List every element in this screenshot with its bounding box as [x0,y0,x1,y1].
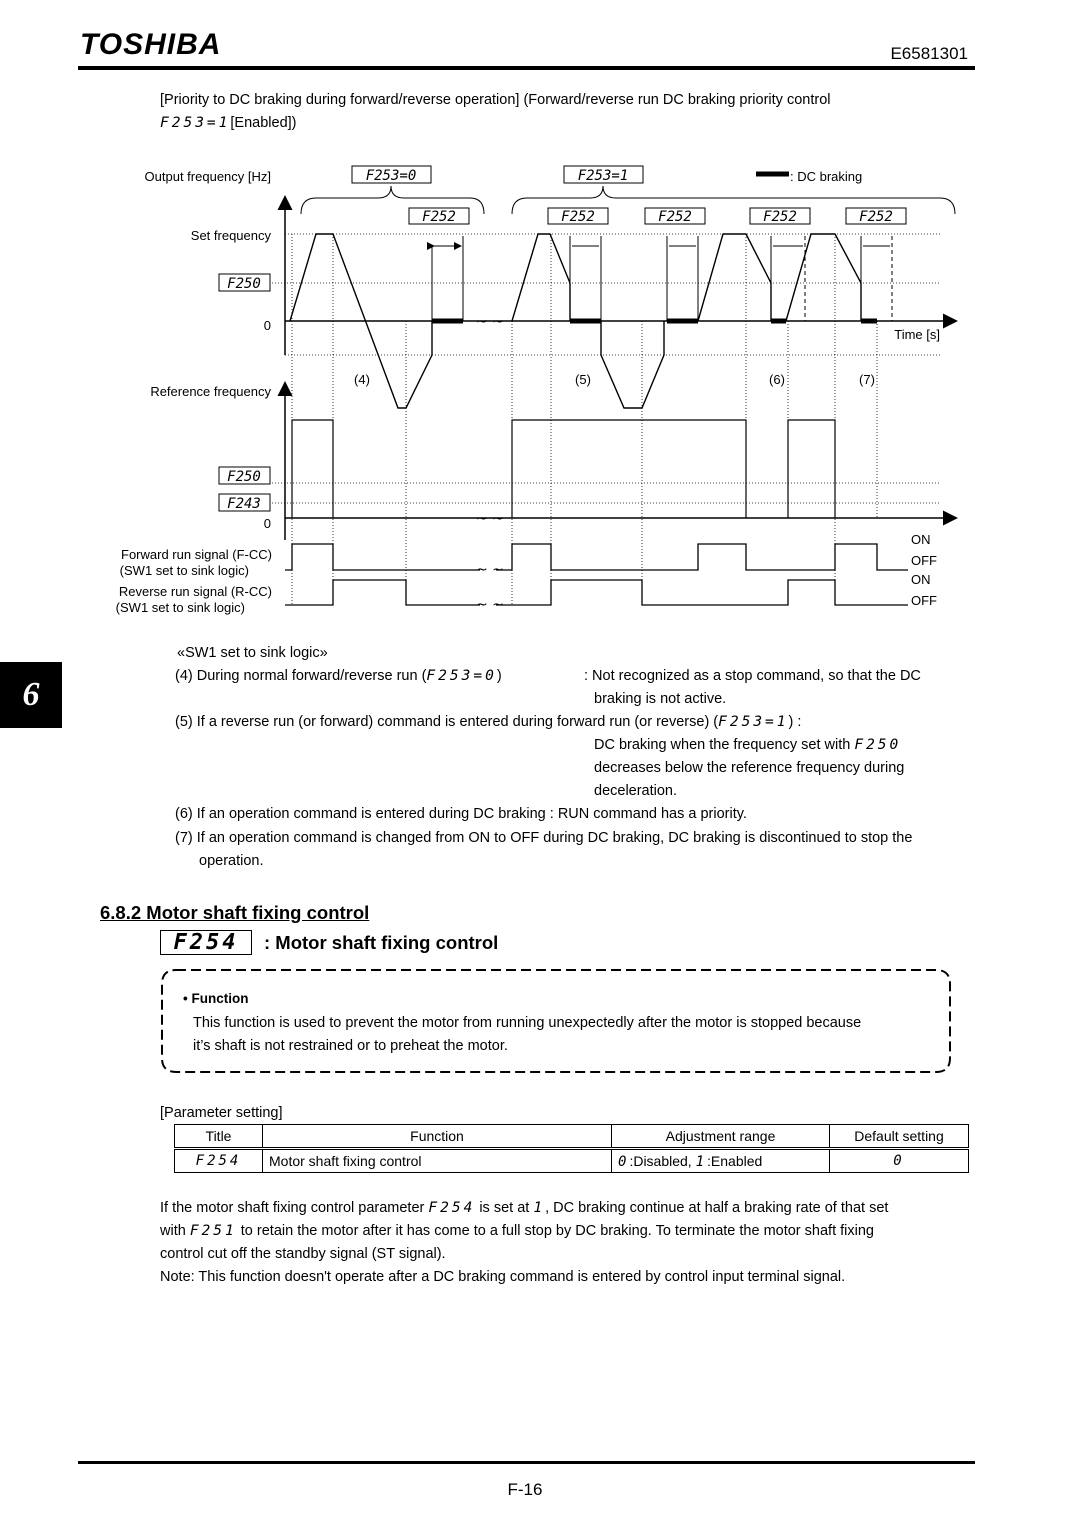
intro-line: [Priority to DC braking during forward/reverse operation] (Forward/reverse run DC braking priority control [160,92,831,108]
range-0-text: :Disabled, [629,1152,692,1169]
section-subheading: : Motor shaft fixing control [264,932,499,953]
note-6: (6) If an operation command is entered during DC braking : RUN command has a priority. [175,806,747,822]
note-5 [175,711,801,734]
note-5-right-text: DC braking when the frequency set with [594,737,851,753]
svg-text:~ ~: ~ ~ [476,562,504,578]
rev-on-label: ON [911,572,931,587]
body-line-1 [160,1197,888,1220]
table-row [175,1149,969,1173]
dc-braking-timing-diagram [0,160,1080,620]
body-line-2 [160,1220,874,1243]
header-rule [78,66,975,70]
cell-range [612,1149,830,1173]
note-5-right-3: deceleration. [594,783,678,799]
marker-7: (7) [859,372,875,387]
note-5-close: ) : [788,714,802,730]
param-f254-box [160,930,252,955]
note-4-param: F253=0 [426,668,497,684]
cell-function: Motor shaft fixing control [263,1149,612,1173]
output-frequency-label: Output frequency [Hz] [144,169,271,184]
forward-sw1-label: (SW1 set to sink logic) [119,563,249,578]
param-f253-0-label: F253=0 [365,168,417,184]
range-1: 1 [695,1153,708,1170]
range-0: 0 [618,1153,630,1170]
body-1-val: 1 [533,1200,546,1216]
cell-title: F254 [175,1149,263,1173]
page-number: F-16 [507,1480,543,1499]
forward-run-signal-label: Forward run signal (F-CC) [121,547,272,562]
marker-6: (6) [769,372,785,387]
parameter-setting-label: [Parameter setting] [160,1105,283,1121]
note-7-line-1: (7) If an operation command is changed from ON to OFF during DC braking, DC braking is discontinued to stop the [175,830,913,846]
reverse-run-signal-label: Reverse run signal (R-CC) [118,584,272,599]
param-f252-2: F252 [561,209,595,225]
document-number: E6581301 [890,44,968,63]
function-text-2: it’s shaft is not restrained or to preheat the motor. [193,1038,508,1054]
range-1-text: :Enabled [707,1152,763,1169]
note-4-right-1: : Not recognized as a stop command, so that the DC [584,668,921,684]
function-text-1: This function is used to prevent the motor from running unexpectedly after the motor is stopped because [193,1015,862,1031]
param-f243: F243 [227,496,261,512]
chapter-tab: 6 [0,662,62,728]
body-1-param: F254 [428,1200,476,1216]
svg-text:~ ~: ~ ~ [476,511,504,527]
marker-4: (4) [354,372,370,387]
fwd-on-label: ON [911,532,931,547]
note-4-right-2: braking is not active. [594,691,727,707]
col-title: Title [175,1125,263,1149]
svg-text:~ ~: ~ ~ [476,597,504,613]
col-default-setting: Default setting [830,1125,969,1149]
time-axis-label: Time [s] [894,327,940,342]
intro-enabled: [Enabled]) [230,115,297,131]
marker-5: (5) [575,372,591,387]
body-1c: , DC braking continue at half a braking rate of that set [545,1200,889,1216]
body-note: Note: This function doesn't operate after a DC braking command is entered by control input terminal signal. [160,1269,846,1285]
body-line-3: control cut off the standby signal (ST signal). [160,1246,446,1262]
note-5-right-param: F250 [854,737,902,753]
dc-braking-legend: : DC braking [790,169,863,184]
body-2a: with [160,1223,186,1239]
function-title: • Function [183,991,249,1006]
reference-frequency-label: Reference frequency [150,384,271,399]
zero-lower: 0 [263,516,271,531]
note-4-close: ) [496,668,502,684]
param-f252-3: F252 [658,209,692,225]
toshiba-logo: TOSHIBA [80,28,222,61]
parameter-table [174,1124,969,1173]
param-f252-4: F252 [763,209,797,225]
sw1-note: «SW1 set to sink logic» [177,645,328,661]
col-adjustment-range: Adjustment range [612,1125,830,1149]
param-f253: F253=1 [160,115,231,131]
note-5-param: F253=1 [718,714,789,730]
intro-line-2 [160,112,297,135]
svg-text:~ ~: ~ ~ [476,314,504,330]
param-f250-lower: F250 [227,469,261,485]
note-5-text: (5) If a reverse run (or forward) command is entered during forward run (or reverse) ( [175,714,719,730]
note-5-right-2: decreases below the reference frequency during [594,760,905,776]
param-f252-5: F252 [859,209,893,225]
param-f250-upper: F250 [227,276,261,292]
note-4 [175,665,502,688]
rev-off-label: OFF [911,593,937,608]
fwd-off-label: OFF [911,553,937,568]
footer-rule [78,1461,975,1464]
body-1a: If the motor shaft fixing control parameter [160,1200,425,1216]
param-f252-1: F252 [422,209,456,225]
body-2-param: F251 [189,1223,237,1239]
body-1b: is set at [479,1200,530,1216]
param-f253-1-label: F253=1 [577,168,629,184]
note-4-text: (4) During normal forward/reverse run ( [175,668,427,684]
param-f254-heading: F254 [173,930,239,955]
reverse-sw1-label: (SW1 set to sink logic) [115,600,245,615]
cell-default: 0 [830,1149,969,1173]
body-2b: to retain the motor after it has come to a full stop by DC braking. To terminate the motor shaft fixing [240,1223,874,1239]
note-7-line-2: operation. [199,853,264,869]
section-heading: 6.8.2 Motor shaft fixing control [100,902,370,923]
note-5-right-1 [594,734,901,757]
zero-upper: 0 [263,318,271,333]
set-frequency-label: Set frequency [190,228,271,243]
col-function: Function [263,1125,612,1149]
